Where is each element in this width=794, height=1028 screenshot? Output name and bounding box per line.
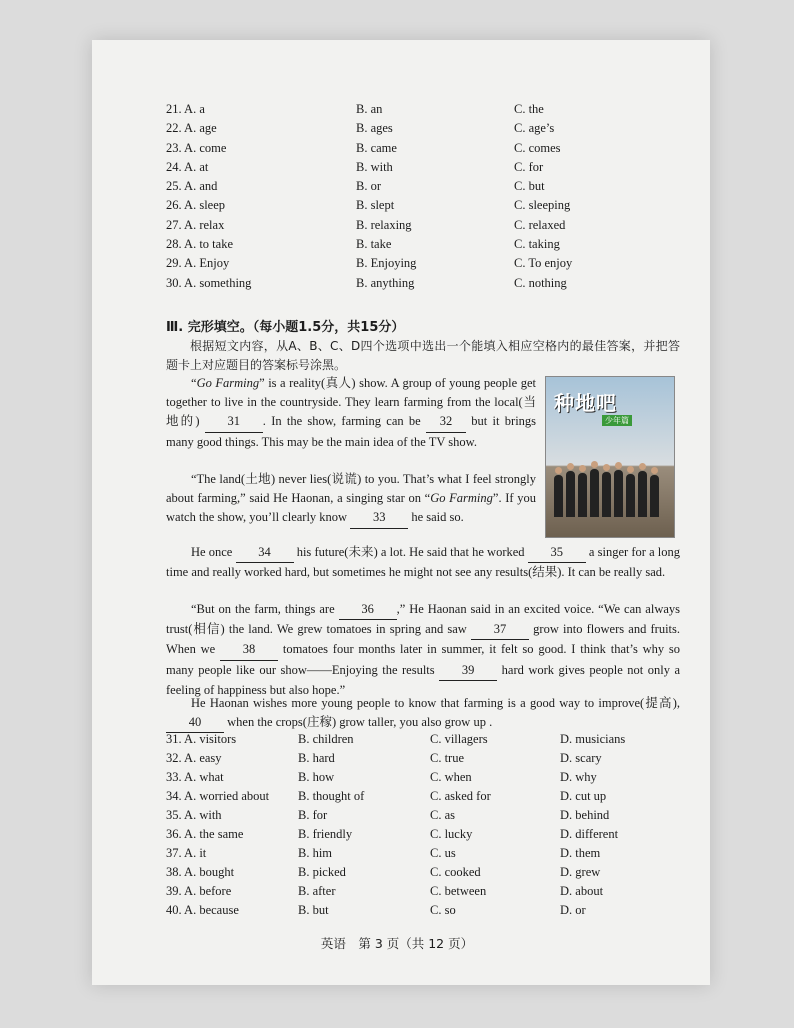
- option-d: D. them: [560, 846, 601, 860]
- option-b: B. came: [356, 140, 397, 155]
- option-b: B. hard: [298, 751, 335, 765]
- paragraph-4: “But on the farm, things are 36 ,” He Haonan said in an excited voice. “We can always trust(相信) the land. We grew tomatoes in spring and saw 37 grow into flowers and fruits. When we 38 tomatoes four months later in summer, it felt so good. I think that’s why so many people like our show——Enjoying the results 39 hard work gives people not only a feeling of happiness but also hope.”: [166, 602, 681, 697]
- option-row: [166, 882, 686, 901]
- option-d: D. scary: [560, 751, 602, 765]
- option-b: B. how: [298, 770, 335, 784]
- option-b: B. thought of: [298, 789, 365, 803]
- options-31-40: [166, 730, 686, 920]
- option-row: [166, 901, 686, 920]
- option-c: C. sleeping: [514, 198, 571, 213]
- option-c: C. the: [514, 102, 544, 116]
- option-d: D. behind: [560, 808, 610, 822]
- option-a: 25. A. and: [166, 179, 218, 194]
- option-a: 21. A. a: [166, 102, 205, 116]
- option-a: 32. A. easy: [166, 751, 222, 765]
- option-b: B. slept: [356, 198, 395, 213]
- blank-40[interactable]: 40: [166, 713, 224, 733]
- option-row: [166, 825, 686, 844]
- option-c: C. To enjoy: [514, 256, 573, 271]
- blank-35[interactable]: 35: [528, 543, 586, 563]
- option-d: D. about: [560, 884, 604, 898]
- option-b: B. friendly: [298, 827, 353, 841]
- option-d: D. musicians: [560, 732, 626, 746]
- option-b: B. for: [298, 808, 328, 822]
- option-b: B. ages: [356, 121, 393, 136]
- option-a: 36. A. the same: [166, 827, 244, 841]
- option-row: [166, 119, 686, 138]
- option-row: [166, 274, 686, 293]
- option-row: [166, 196, 686, 215]
- option-c: C. but: [514, 179, 545, 194]
- option-row: [166, 139, 686, 158]
- option-c: C. us: [430, 846, 456, 860]
- option-row: [166, 100, 686, 119]
- option-row: [166, 768, 686, 787]
- option-c: C. for: [514, 159, 544, 174]
- option-b: B. Enjoying: [356, 256, 417, 271]
- option-a: 37. A. it: [166, 846, 207, 860]
- option-row: [166, 787, 686, 806]
- option-c: C. when: [430, 770, 472, 784]
- paragraph-3: He once 34 his future(未来) a lot. He said that he worked 35 a singer for a long time and really worked hard, but sometimes he might not see any results(结果). It can be really sad.: [166, 545, 681, 580]
- option-c: C. so: [430, 903, 456, 917]
- option-row: [166, 863, 686, 882]
- option-a: 27. A. relax: [166, 217, 225, 232]
- option-row: [166, 177, 686, 196]
- option-a: 35. A. with: [166, 808, 222, 822]
- option-a: 29. A. Enjoy: [166, 256, 230, 271]
- photo-logo: 种地吧: [554, 391, 617, 415]
- option-c: C. cooked: [430, 865, 481, 879]
- option-d: D. why: [560, 770, 597, 784]
- option-c: C. asked for: [430, 789, 491, 803]
- option-b: B. an: [356, 102, 383, 116]
- section-title: Ⅲ. 完形填空。（每小题1.5分，共15分）: [166, 320, 405, 335]
- option-c: C. relaxed: [514, 217, 566, 232]
- blank-36[interactable]: 36: [339, 600, 397, 620]
- option-b: B. relaxing: [356, 217, 412, 232]
- option-d: D. different: [560, 827, 619, 841]
- option-c: C. taking: [514, 237, 560, 252]
- option-c: C. age’s: [514, 121, 555, 136]
- options-21-30: [166, 100, 686, 293]
- option-b: B. or: [356, 179, 381, 194]
- option-a: 22. A. age: [166, 121, 217, 136]
- show-photo: [545, 376, 675, 538]
- option-b: B. him: [298, 846, 333, 860]
- option-row: [166, 730, 686, 749]
- option-row: [166, 235, 686, 254]
- paragraph-2: “The land(土地) never lies(说谎) to you. That’s what I feel strongly about farming,” said He Haonan, a singing star on “Go Farming”. If you watch the show, you’ll clearly know 33 he said so.: [166, 470, 536, 529]
- blank-37[interactable]: 37: [471, 620, 529, 640]
- option-b: B. anything: [356, 275, 415, 290]
- option-d: D. grew: [560, 865, 601, 879]
- option-c: C. comes: [514, 140, 561, 155]
- option-c: C. nothing: [514, 275, 567, 290]
- option-c: C. lucky: [430, 827, 473, 841]
- option-row: [166, 216, 686, 235]
- option-a: 30. A. something: [166, 275, 252, 290]
- option-b: B. with: [356, 159, 393, 174]
- option-b: B. children: [298, 732, 354, 746]
- option-a: 24. A. at: [166, 159, 209, 174]
- option-a: 26. A. sleep: [166, 198, 226, 213]
- option-b: B. but: [298, 903, 329, 917]
- option-b: B. after: [298, 884, 336, 898]
- option-b: B. picked: [298, 865, 346, 879]
- option-row: [166, 749, 686, 768]
- section-instruction: 根据短文内容，从A、B、C、D四个选项中选出一个能填入相应空格内的最佳答案，并把答题卡上对应题目的答案标号涂黑。: [166, 339, 680, 373]
- option-d: D. cut up: [560, 789, 607, 803]
- option-c: C. between: [430, 884, 487, 898]
- option-a: 39. A. before: [166, 884, 232, 898]
- photo-tag: 少年篇: [602, 415, 632, 426]
- option-row: [166, 254, 686, 273]
- paragraph-1: “Go Farming” is a reality(真人) show. A group of young people get together to live in the countryside. They learn farming from the local(当地的) 31 . In the show, farming can be 32 but it brings many good things. This may be the main idea of the TV show.: [166, 376, 537, 449]
- option-a: 38. A. bought: [166, 865, 235, 879]
- blank-38[interactable]: 38: [220, 640, 278, 660]
- option-row: [166, 158, 686, 177]
- option-b: B. take: [356, 237, 392, 252]
- option-a: 40. A. because: [166, 903, 239, 917]
- option-a: 34. A. worried about: [166, 789, 270, 803]
- option-c: C. villagers: [430, 732, 488, 746]
- option-c: C. as: [430, 808, 455, 822]
- option-a: 33. A. what: [166, 770, 224, 784]
- option-row: [166, 806, 686, 825]
- option-a: 23. A. come: [166, 140, 227, 155]
- blank-39[interactable]: 39: [439, 661, 497, 681]
- blank-32[interactable]: 32: [426, 412, 466, 432]
- option-a: 28. A. to take: [166, 237, 234, 252]
- paragraph-5: He Haonan wishes more young people to know that farming is a good way to improve(提高), 40 when the crops(庄稼) grow taller, you also grow up .: [166, 694, 680, 733]
- blank-31[interactable]: 31: [205, 412, 263, 432]
- option-row: [166, 844, 686, 863]
- blank-33[interactable]: 33: [350, 508, 408, 528]
- option-a: 31. A. visitors: [166, 732, 237, 746]
- blank-34[interactable]: 34: [236, 543, 294, 563]
- page-footer: 英语 第 3 页（共 12 页）: [320, 936, 474, 951]
- option-d: D. or: [560, 903, 586, 917]
- option-c: C. true: [430, 751, 465, 765]
